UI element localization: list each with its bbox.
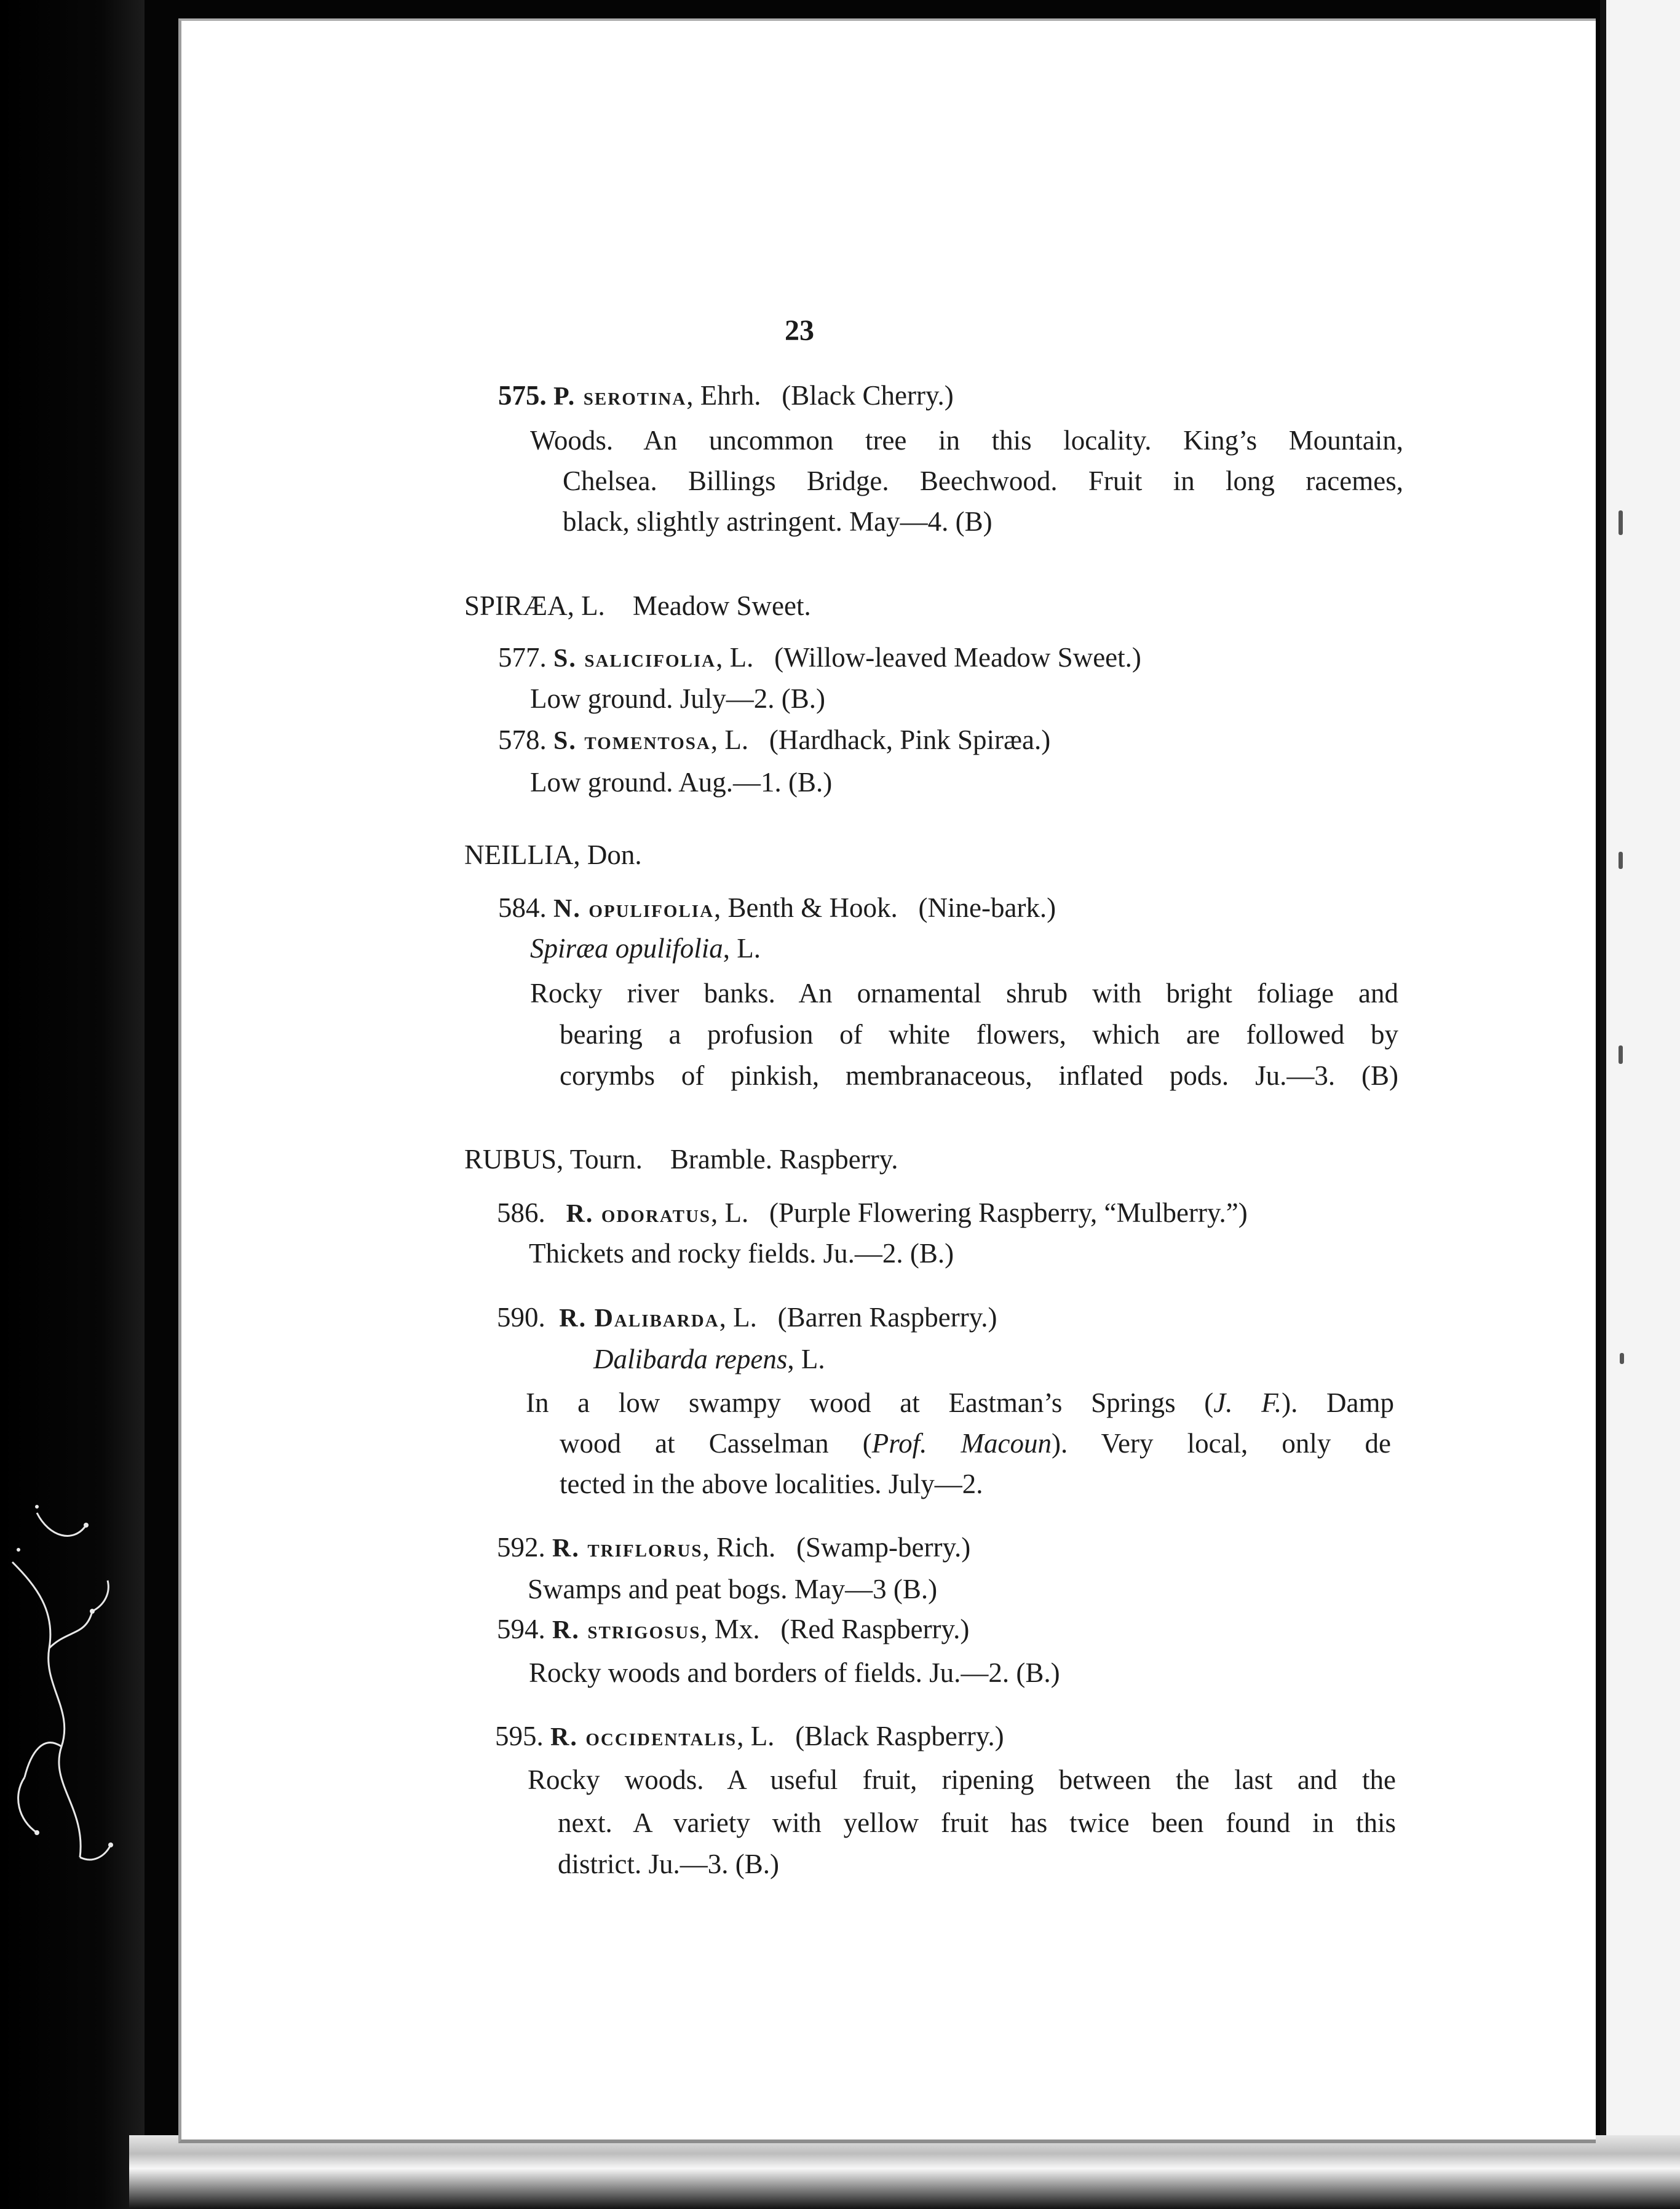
genus-heading-spiraea xyxy=(464,587,811,624)
edge-mark xyxy=(1619,852,1623,869)
synonym-authority: , L. xyxy=(787,1344,825,1374)
entry-584-desc-line: bearing a profusion of white flowers, which are followed by xyxy=(560,1019,1398,1050)
species-authority: , L. xyxy=(737,1721,775,1751)
genus-name: NEILLIA, Don. xyxy=(464,839,642,870)
entry-578-desc-line: Low ground. Aug.—1. (B.) xyxy=(530,767,833,798)
common-name: (Nine-bark.) xyxy=(918,892,1056,923)
entry-number: 578. xyxy=(498,724,547,755)
scan-left-border xyxy=(0,0,145,2209)
synonym-name: Spiræa opulifolia xyxy=(530,933,723,964)
text-run: In a low swampy wood at Eastman’s Springs ( xyxy=(526,1387,1214,1418)
species-authority: , Rich. xyxy=(702,1532,776,1563)
species-name: P. serotina xyxy=(553,383,687,411)
entry-586-heading xyxy=(497,1194,1248,1232)
entry-595-desc-line: Rocky woods. A useful fruit, ripening between the last and the xyxy=(528,1764,1396,1795)
collector-name: Prof. Macoun xyxy=(871,1428,1052,1459)
entry-577-desc-line: Low ground. July—2. (B.) xyxy=(530,683,825,714)
entry-584-desc-line: Rocky river banks. An ornamental shrub with bright foliage and xyxy=(530,978,1398,1009)
collector-initials: J. F. xyxy=(1213,1387,1282,1418)
entry-595-desc-line: district. Ju.—3. (B.) xyxy=(558,1849,779,1879)
common-name: (Barren Raspberry.) xyxy=(777,1302,997,1333)
entry-584-heading xyxy=(498,889,1056,927)
text-run: ). Damp xyxy=(1282,1387,1394,1418)
entry-590-desc-line: tected in the above localities. July—2. xyxy=(560,1469,983,1499)
common-name: (Black Raspberry.) xyxy=(795,1721,1004,1751)
species-authority: , L. xyxy=(716,642,754,673)
text-run: ). Very local, only de xyxy=(1051,1428,1391,1459)
entry-578-heading xyxy=(498,721,1050,759)
species-name: R. Dalibarda xyxy=(559,1304,719,1333)
entry-number: 592. xyxy=(497,1532,545,1563)
synonym-authority: , L. xyxy=(723,933,761,964)
genus-name: RUBUS, Tourn. xyxy=(464,1144,643,1175)
genus-heading-neillia xyxy=(464,836,642,873)
edge-mark xyxy=(1619,510,1623,535)
common-name: (Hardhack, Pink Spiræa.) xyxy=(769,724,1051,755)
common-name: (Swamp-berry.) xyxy=(796,1532,971,1563)
species-name: R. occidentalis xyxy=(550,1723,737,1751)
synonym-name: Dalibarda repens xyxy=(593,1344,788,1374)
genus-heading-rubus xyxy=(464,1141,898,1178)
entry-590-desc-line xyxy=(526,1384,1394,1421)
entry-592-desc-line: Swamps and peat bogs. May—3 (B.) xyxy=(528,1574,938,1604)
species-name: S. salicifolia xyxy=(553,644,716,673)
genus-common-name: Meadow Sweet. xyxy=(632,590,811,621)
genus-name: SPIRÆA, L. xyxy=(464,590,605,621)
edge-mark xyxy=(1620,1353,1624,1364)
entry-575-desc-line: black, slightly astringent. May—4. (B) xyxy=(563,506,993,537)
species-authority: , Mx. xyxy=(700,1614,760,1644)
entry-594-heading xyxy=(497,1611,969,1649)
species-authority: , L. xyxy=(710,724,749,755)
vine-illustration xyxy=(0,1488,123,1888)
entry-number: 594. xyxy=(497,1614,545,1644)
entry-number: 575. xyxy=(498,380,547,411)
edge-mark xyxy=(1619,1045,1623,1064)
entry-number: 584. xyxy=(498,892,547,923)
species-authority: , Ehrh. xyxy=(686,380,761,411)
entry-number: 577. xyxy=(498,642,547,673)
entry-595-desc-line: next. A variety with yellow fruit has twice been found in this xyxy=(558,1807,1396,1838)
facing-page-edge xyxy=(1600,0,1680,2209)
entry-575-desc-line: Woods. An uncommon tree in this locality. King’s Mountain, xyxy=(530,425,1403,456)
scan-bottom-border xyxy=(129,2135,1680,2209)
page-number: 23 xyxy=(785,314,814,347)
entry-590-desc-line xyxy=(560,1425,1391,1462)
entry-number: 590. xyxy=(497,1302,545,1333)
common-name: (Willow-leaved Meadow Sweet.) xyxy=(774,642,1141,673)
entry-590-heading xyxy=(497,1299,997,1337)
common-name: (Purple Flowering Raspberry, “Mulberry.”) xyxy=(769,1197,1248,1228)
species-authority: , Benth & Hook. xyxy=(714,892,898,923)
common-name: (Black Cherry.) xyxy=(782,380,954,411)
entry-575-desc-line: Chelsea. Billings Bridge. Beechwood. Fruit in long racemes, xyxy=(563,466,1403,496)
entry-584-desc-line: corymbs of pinkish, membranaceous, inflated pods. Ju.—3. (B) xyxy=(560,1060,1398,1091)
entry-577-heading xyxy=(498,639,1141,677)
species-authority: , L. xyxy=(711,1197,749,1228)
species-authority: , L. xyxy=(719,1302,757,1333)
genus-common-name: Bramble. Raspberry. xyxy=(670,1144,898,1175)
entry-592-heading xyxy=(497,1529,970,1567)
entry-586-desc-line: Thickets and rocky fields. Ju.—2. (B.) xyxy=(529,1238,954,1269)
text-run: wood at Casselman ( xyxy=(560,1428,872,1459)
entry-595-heading xyxy=(495,1718,1004,1756)
species-name: R. triflorus xyxy=(552,1534,703,1563)
entry-590-synonym xyxy=(593,1341,825,1378)
species-name: S. tomentosa xyxy=(553,727,711,755)
entry-584-synonym xyxy=(530,930,761,967)
entry-number: 595. xyxy=(495,1721,544,1751)
species-name: N. opulifolia xyxy=(553,895,715,923)
common-name: (Red Raspberry.) xyxy=(780,1614,970,1644)
entry-575-heading xyxy=(498,377,954,415)
species-name: R. odoratus xyxy=(566,1200,711,1228)
entry-number: 586. xyxy=(497,1197,545,1228)
entry-594-desc-line: Rocky woods and borders of fields. Ju.—2. (B.) xyxy=(529,1657,1060,1688)
species-name: R. strigosus xyxy=(552,1616,701,1644)
